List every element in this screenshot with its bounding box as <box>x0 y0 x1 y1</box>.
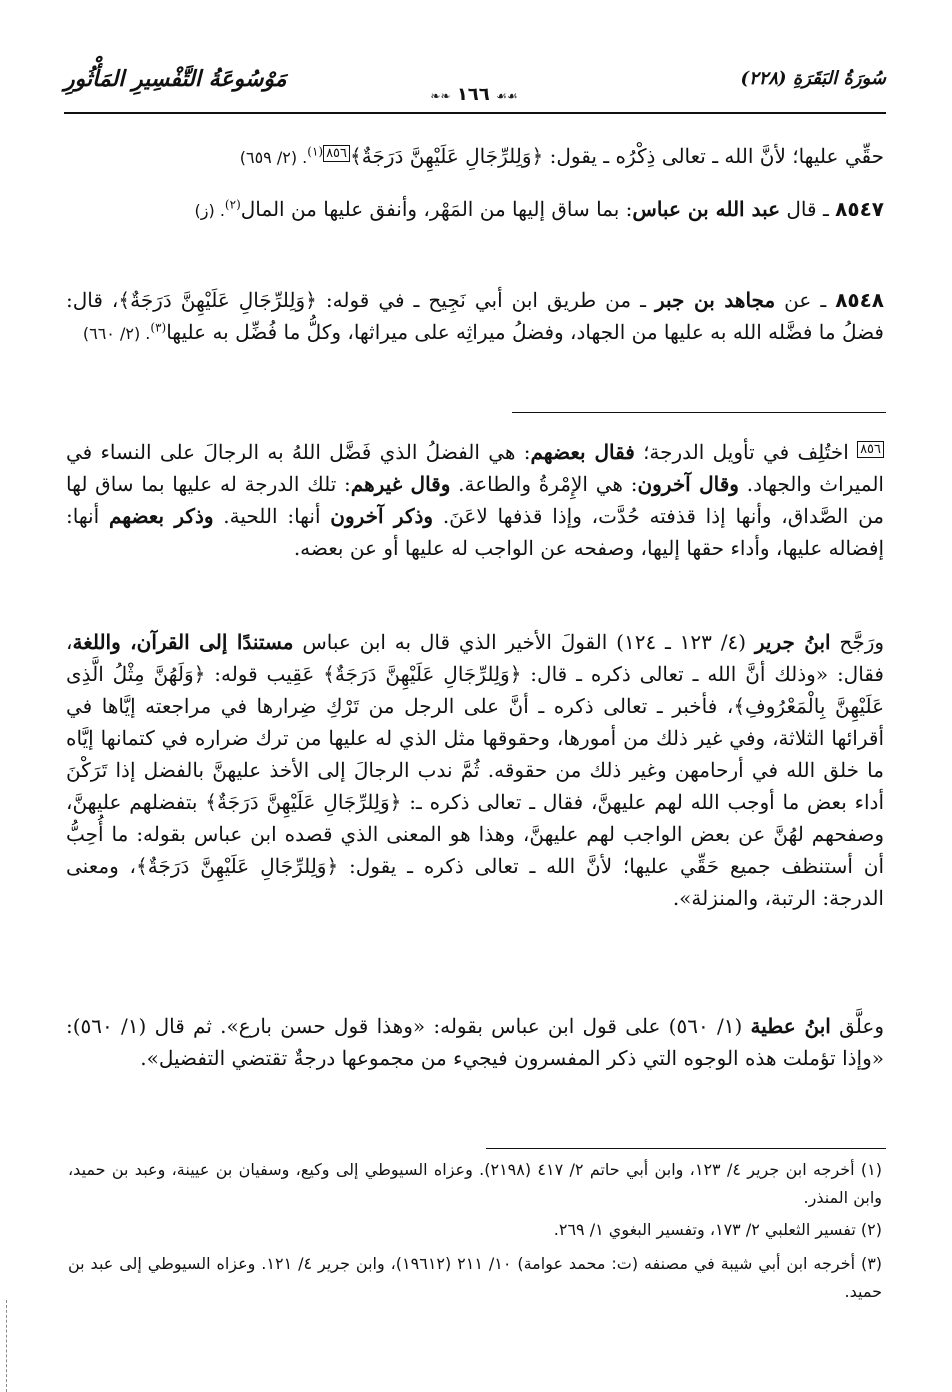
commentary-text: (٤/ ١٢٣ ـ ١٢٤) القولَ الأخير الذي قال به ابن عباس <box>293 630 755 654</box>
commentary-text: : هي الفضلُ الذي فَضَّل اللهُ به الرجالَ على النساء في الميراث والجهاد. <box>66 440 884 496</box>
commentary-bold: مستندًا إلى القرآن، واللغة <box>72 630 294 654</box>
hadith-lead: ـ عن <box>775 288 836 312</box>
hadith-text: ـ من طريق ابن أبي نَجِيح ـ في قوله: ﴿وَلِلرِّجَالِ عَلَيْهِنَّ دَرَجَةٌ﴾، قال: فضلُ ما فضَّله الله به عليها من الجهاد، وفضلُ ميراثِه على ميراثها، وكلُّ ما فُضِّل به عليها <box>66 288 884 344</box>
commentary-bold: وذكر بعضهم <box>108 504 214 528</box>
section-rule <box>512 412 886 413</box>
commentary-text: : هي الإِمْرةُ والطاعة. <box>450 472 638 496</box>
hadith-continuation <box>66 140 884 174</box>
commentary-text: ، فقال: «وذلك أنَّ الله ـ تعالى ذكره ـ قال: ﴿وَلِلرِّجَالِ عَلَيْهِنَّ دَرَجَةٌ﴾ عَقِيب قوله: ﴿وَلَهُنَّ مِثْلُ الَّذِى عَلَيْهِنَّ بِالْمَعْرُوفِ﴾، فأخبر ـ تعالى ذكره ـ أنَّ على الرجل من تَرْكِ ضِرارها في مراجعته إيَّاها في أقرائها الثلاثة، وفي غير ذلك من أمورها، وحقوقها مثل الذي له عليها من ترك ضراره في كتمانها إيَّاه ما خلق الله في أرحامهن وغير ذلك من حقوقه. ثُمَّ ندب الرجالَ إلى الأخذ عليهنَّ بالفضل إذا تَرَكْنَ أداء بعض ما أوجب الله لهم عليهنَّ، فقال ـ تعالى ذكره ـ: ﴿وَلِلرِّجَالِ عَلَيْهِنَّ دَرَجَةٌ﴾ بتفضلهم عليهنَّ، وصفحهم لهُنَّ عن بعض الواجب لهم عليهنَّ، وهذا هو المعنى الذي قصده ابن عباس بقوله: ما أُحِبُّ أن أستنظف جميع حَقِّي عليها؛ لأنَّ الله ـ تعالى ذكره ـ يقول: ﴿وَلِلرِّجَالِ عَلَيْهِنَّ دَرَجَةٌ﴾، ومعنى الدرجة: الرتبة، والمنزلة». <box>66 630 884 910</box>
footnote-marker: (٢) <box>224 197 241 212</box>
footnote-rule <box>486 1148 886 1149</box>
footnote-marker: (٣) <box>150 320 167 335</box>
commentary-bold: وقال غيرهم <box>350 472 451 496</box>
commentary-bold: وذكر آخرون <box>330 504 434 528</box>
hadith-number: ٨٥٤٨ <box>835 288 885 312</box>
page-number-row <box>414 84 534 105</box>
commentary-bold: ابنُ جرير <box>754 630 831 654</box>
note-box: ٨٥٦ <box>857 441 884 458</box>
hadith-8548 <box>66 284 884 350</box>
narrator-name: مجاهد بن جبر <box>654 288 776 312</box>
footnote-1: (١) أخرجه ابن جرير ٤/ ١٢٣، وابن أبي حاتم ٢/ ٤١٧ (٢١٩٨). وعزاه السيوطي إلى وكيع، وسفيان بن عيينة، وعبد بن حميد، وابن المنذر. <box>68 1160 883 1207</box>
commentary-text: اختُلِف في تأويل الدرجة؛ <box>634 440 858 464</box>
hadith-text: : بما ساق إليها من المَهْر، وأنفق عليها من المال <box>240 197 633 221</box>
commentary-bold: وقال آخرون <box>637 472 739 496</box>
commentary-bold: ابنُ عطية <box>750 1014 831 1038</box>
ornament-right-icon: ☙☙ <box>496 89 518 103</box>
ornament-left-icon: ❧❧ <box>430 89 451 103</box>
commentary-para-1 <box>66 436 884 564</box>
footnote-marker: (١) <box>307 144 324 159</box>
footnote-2: (٢) تفسير الثعلبي ٢/ ١٧٣، وتفسير البغوي ١/ ٢٦٩. <box>553 1220 882 1239</box>
commentary-text: ورَجَّح <box>830 630 885 654</box>
page-number: ١٦٦ <box>456 84 490 105</box>
narrator-name: عبد الله بن عباس <box>632 197 781 221</box>
hadith-text: حقِّي عليها؛ لأنَّ الله ـ تعالى ذِكْرُه ـ يقول: ﴿وَلِلرِّجَالِ عَلَيْهِنَّ دَرَجَةٌ﴾ <box>350 144 884 168</box>
commentary-text: وعلَّق <box>830 1014 884 1038</box>
hadith-number: ٨٥٤٧ <box>835 197 884 221</box>
hadith-8547 <box>66 193 884 227</box>
volume-reference: . (٢/ ٦٦٠) <box>82 324 151 343</box>
commentary-text: (١/ ٥٦٠) على قول ابن عباس بقوله: «وهذا قول حسن بارع». ثم قال (١/ ٥٦٠): «وإذا تؤملت هذه الوجوه التي ذكر المفسرون فيجيء من مجموعها درجةٌ تقتضي التفضيل». <box>66 1014 884 1070</box>
hadith-lead: ـ قال <box>780 197 836 221</box>
commentary-para-3 <box>66 1010 884 1074</box>
footnote-3: (٣) أخرجه ابن أبي شيبة في مصنفه (ت: محمد عوامة) ١٠/ ٢١١ (١٩٦١٢)، وابن جرير ٤/ ١٢١. وعزاه السيوطي إلى عبد بن حميد. <box>68 1254 883 1301</box>
volume-reference: . (ز) <box>194 201 225 220</box>
note-box: ٨٥٦ <box>323 145 350 162</box>
scan-edge-marks <box>6 1300 10 1392</box>
commentary-para-2 <box>66 626 884 914</box>
running-title: مَوْسُوعَةُ التَّفْسِيرِ المَأْثُورِ <box>64 66 287 92</box>
commentary-text: أنها: إفضاله عليها، وأداء حقها إليها، وصفحه عن الواجب له عليها أو عن بعضه. <box>66 504 884 560</box>
commentary-text: : تلك الدرجة له عليها بما ساق لها من الصَّداق، وأنها إذا قذفته حُدَّت، وإذا قذفها لاعَنَ. <box>66 472 885 528</box>
volume-reference: . (٢/ ٦٥٩) <box>239 148 308 167</box>
page-header <box>64 60 886 110</box>
surah-title: سُورَةُ البَقَرَةِ (٢٢٨) <box>740 68 886 89</box>
commentary-text: أنها: اللحية. <box>213 504 331 528</box>
commentary-bold: فقال بعضهم <box>530 440 635 464</box>
header-rule <box>64 112 886 114</box>
